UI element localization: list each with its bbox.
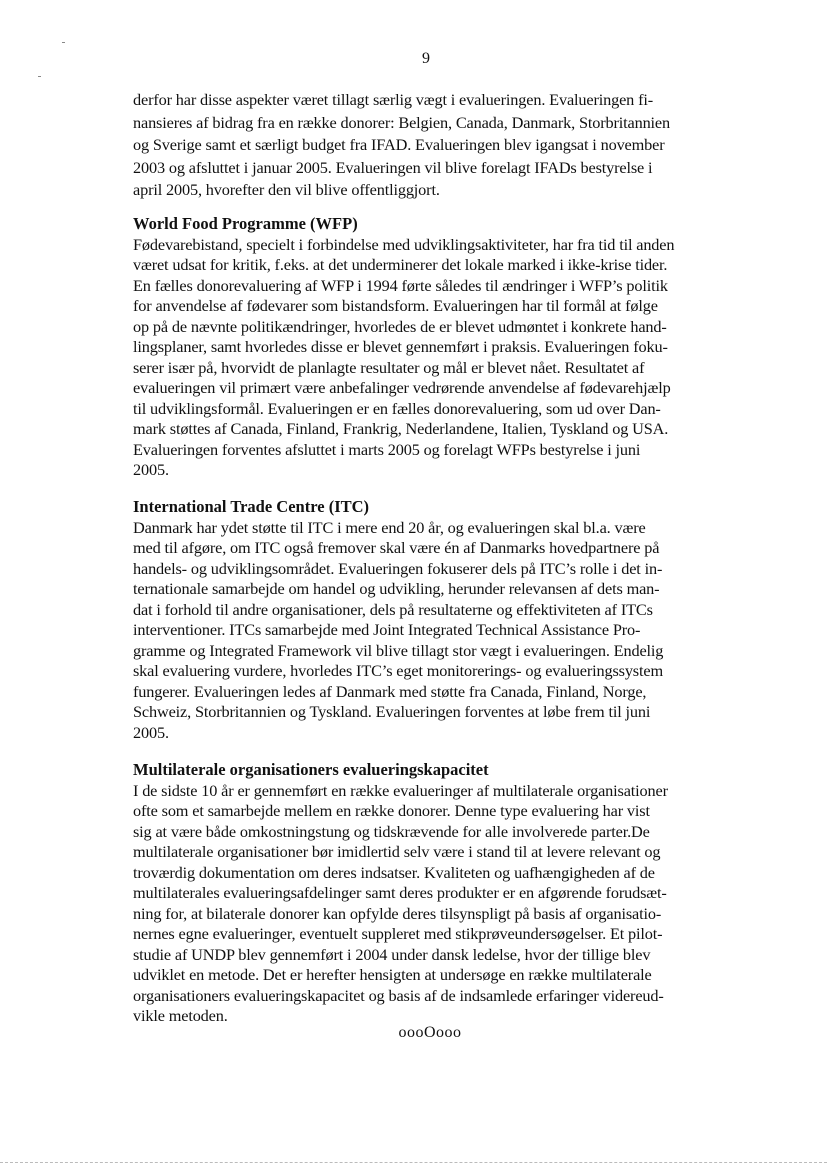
text-line: Evalueringen forventes afsluttet i marts 2005 og forelagt WFPs bestyrelse i juni: [133, 439, 641, 459]
intro-paragraph: [133, 89, 670, 202]
scan-speck: [38, 76, 41, 77]
text-line: derfor har disse aspekter været tillagt særlig vægt i evalueringen. Evalueringen fi-: [133, 90, 653, 109]
text-line: En fælles donorevaluering af WFP i 1994 førte således til ændringer i WFP’s politik: [133, 275, 668, 295]
text-line: vikle metoden.: [133, 1006, 228, 1025]
text-line: nansieres af bidrag fra en række donorer: Belgien, Canada, Danmark, Storbritannien: [133, 112, 671, 132]
text-line: multilaterale organisationer bør imidlertid selv være i stand til at levere relevant og: [133, 842, 661, 861]
section-wfp: [133, 214, 674, 481]
text-line: troværdig dokumentation om deres indsatser. Kvaliteten og uafhængigheden af de: [133, 862, 655, 882]
section-heading: Multilaterale organisationers evalueringskapacitet: [133, 760, 489, 779]
text-line: mark støttes af Canada, Finland, Frankrig, Nederlandene, Italien, Tyskland og USA.: [133, 419, 669, 438]
text-line: til udviklingsformål. Evalueringen er en fælles donorevaluering, som ud over Dan-: [133, 398, 661, 418]
text-line: fungerer. Evalueringen ledes af Danmark med støtte fra Canada, Finland, Norge,: [133, 681, 647, 701]
scan-edge: [0, 1162, 827, 1163]
text-line: op på de nævnte politikændringer, hvorledes de er blevet udmøntet i konkrete hand-: [133, 316, 667, 336]
text-line: for anvendelse af fødevarer som bistandsform. Evalueringen har til formål at følge: [133, 296, 658, 315]
text-line: Danmark har ydet støtte til ITC i mere end 20 år, og evalueringen skal bl.a. være: [133, 517, 646, 537]
text-line: lingsplaner, samt hvorledes disse er blevet gennemført i praksis. Evalueringen foku-: [133, 337, 668, 356]
text-line: med til afgøre, om ITC også fremover skal være én af Danmarks hovedpartnere på: [133, 538, 660, 557]
text-line: ternationale samarbejde om handel og udvikling, herunder relevansen af dets man-: [133, 579, 660, 598]
text-line: nernes egne evalueringer, eventuelt suppleret med stikprøveundersøgelser. Et pilot-: [133, 924, 663, 943]
text-line: interventioner. ITCs samarbejde med Joint Integrated Technical Assistance Pro-: [133, 620, 641, 639]
text-line: sig at være både omkostningstung og tidskrævende for alle involverede parter.De: [133, 821, 650, 841]
page-number: 9: [422, 50, 430, 67]
text-line: 2005.: [133, 460, 169, 479]
text-line: Schweiz, Storbritannien og Tyskland. Evalueringen forventes at løbe frem til juni: [133, 702, 651, 721]
text-line: studie af UNDP blev gennemført i 2004 under dansk ledelse, hvor der tillige blev: [133, 944, 651, 964]
text-line: 2003 og afsluttet i januar 2005. Evalueringen vil blive forelagt IFADs bestyrelse i: [133, 157, 653, 177]
text-line: ofte som et samarbejde mellem en række donorer. Denne type evaluering har vist: [133, 801, 650, 820]
section-multilateral-capacity: [133, 760, 668, 1027]
text-line: gramme og Integrated Framework vil blive tillagt stor vægt i evalueringen. Endelig: [133, 640, 664, 660]
section-heading: World Food Programme (WFP): [133, 214, 358, 233]
text-line: multilaterales evalueringsafdelinger samt deres produkter er en afgørende forudsæt-: [133, 883, 667, 902]
text-line: dat i forhold til andre organisationer, dels på resultaterne og effektiviteten af ITCs: [133, 599, 653, 619]
text-line: og Sverige samt et særligt budget fra IFAD. Evalueringen blev igangsat i november: [133, 135, 665, 154]
text-line: handels- og udviklingsområdet. Evalueringen fokuserer dels på ITC’s rolle i det in-: [133, 558, 663, 578]
text-line: evalueringen vil primært være anbefalinger vedrørende anvendelse af fødevarehjælp: [133, 378, 671, 397]
text-line: skal evaluering vurdere, hvorledes ITC’s eget monitorerings- og evalueringssystem: [133, 661, 663, 680]
text-line: serer især på, hvorvidt de planlagte resultater og mål er blevet nået. Resultatet af: [133, 357, 645, 377]
text-line: 2005.: [133, 722, 169, 742]
section-heading: International Trade Centre (ITC): [133, 497, 370, 516]
text-line: været udsat for kritik, f.eks. at det underminerer det lokale marked i ikke-krise tider.: [133, 255, 668, 274]
text-line: ning for, at bilaterale donorer kan opfylde deres tilsynspligt på basis af organisatio-: [133, 903, 662, 923]
text-line: organisationers evalueringskapacitet og basis af de indsamlede erfaringer videreud-: [133, 985, 664, 1005]
scan-speck: [62, 42, 65, 43]
text-line: I de sidste 10 år er gennemført en række evalueringer af multilaterale organisationer: [133, 780, 668, 800]
text-line: april 2005, hvorefter den vil blive offentliggjort.: [133, 180, 440, 199]
section-itc: [133, 497, 663, 743]
text-line: udviklet en metode. Det er herefter hensigten at undersøge en række multilaterale: [133, 965, 652, 984]
end-mark: oooOooo: [398, 1024, 462, 1041]
text-line: Fødevarebistand, specielt i forbindelse med udviklingsaktiviteter, har fra tid til anden: [133, 234, 675, 254]
